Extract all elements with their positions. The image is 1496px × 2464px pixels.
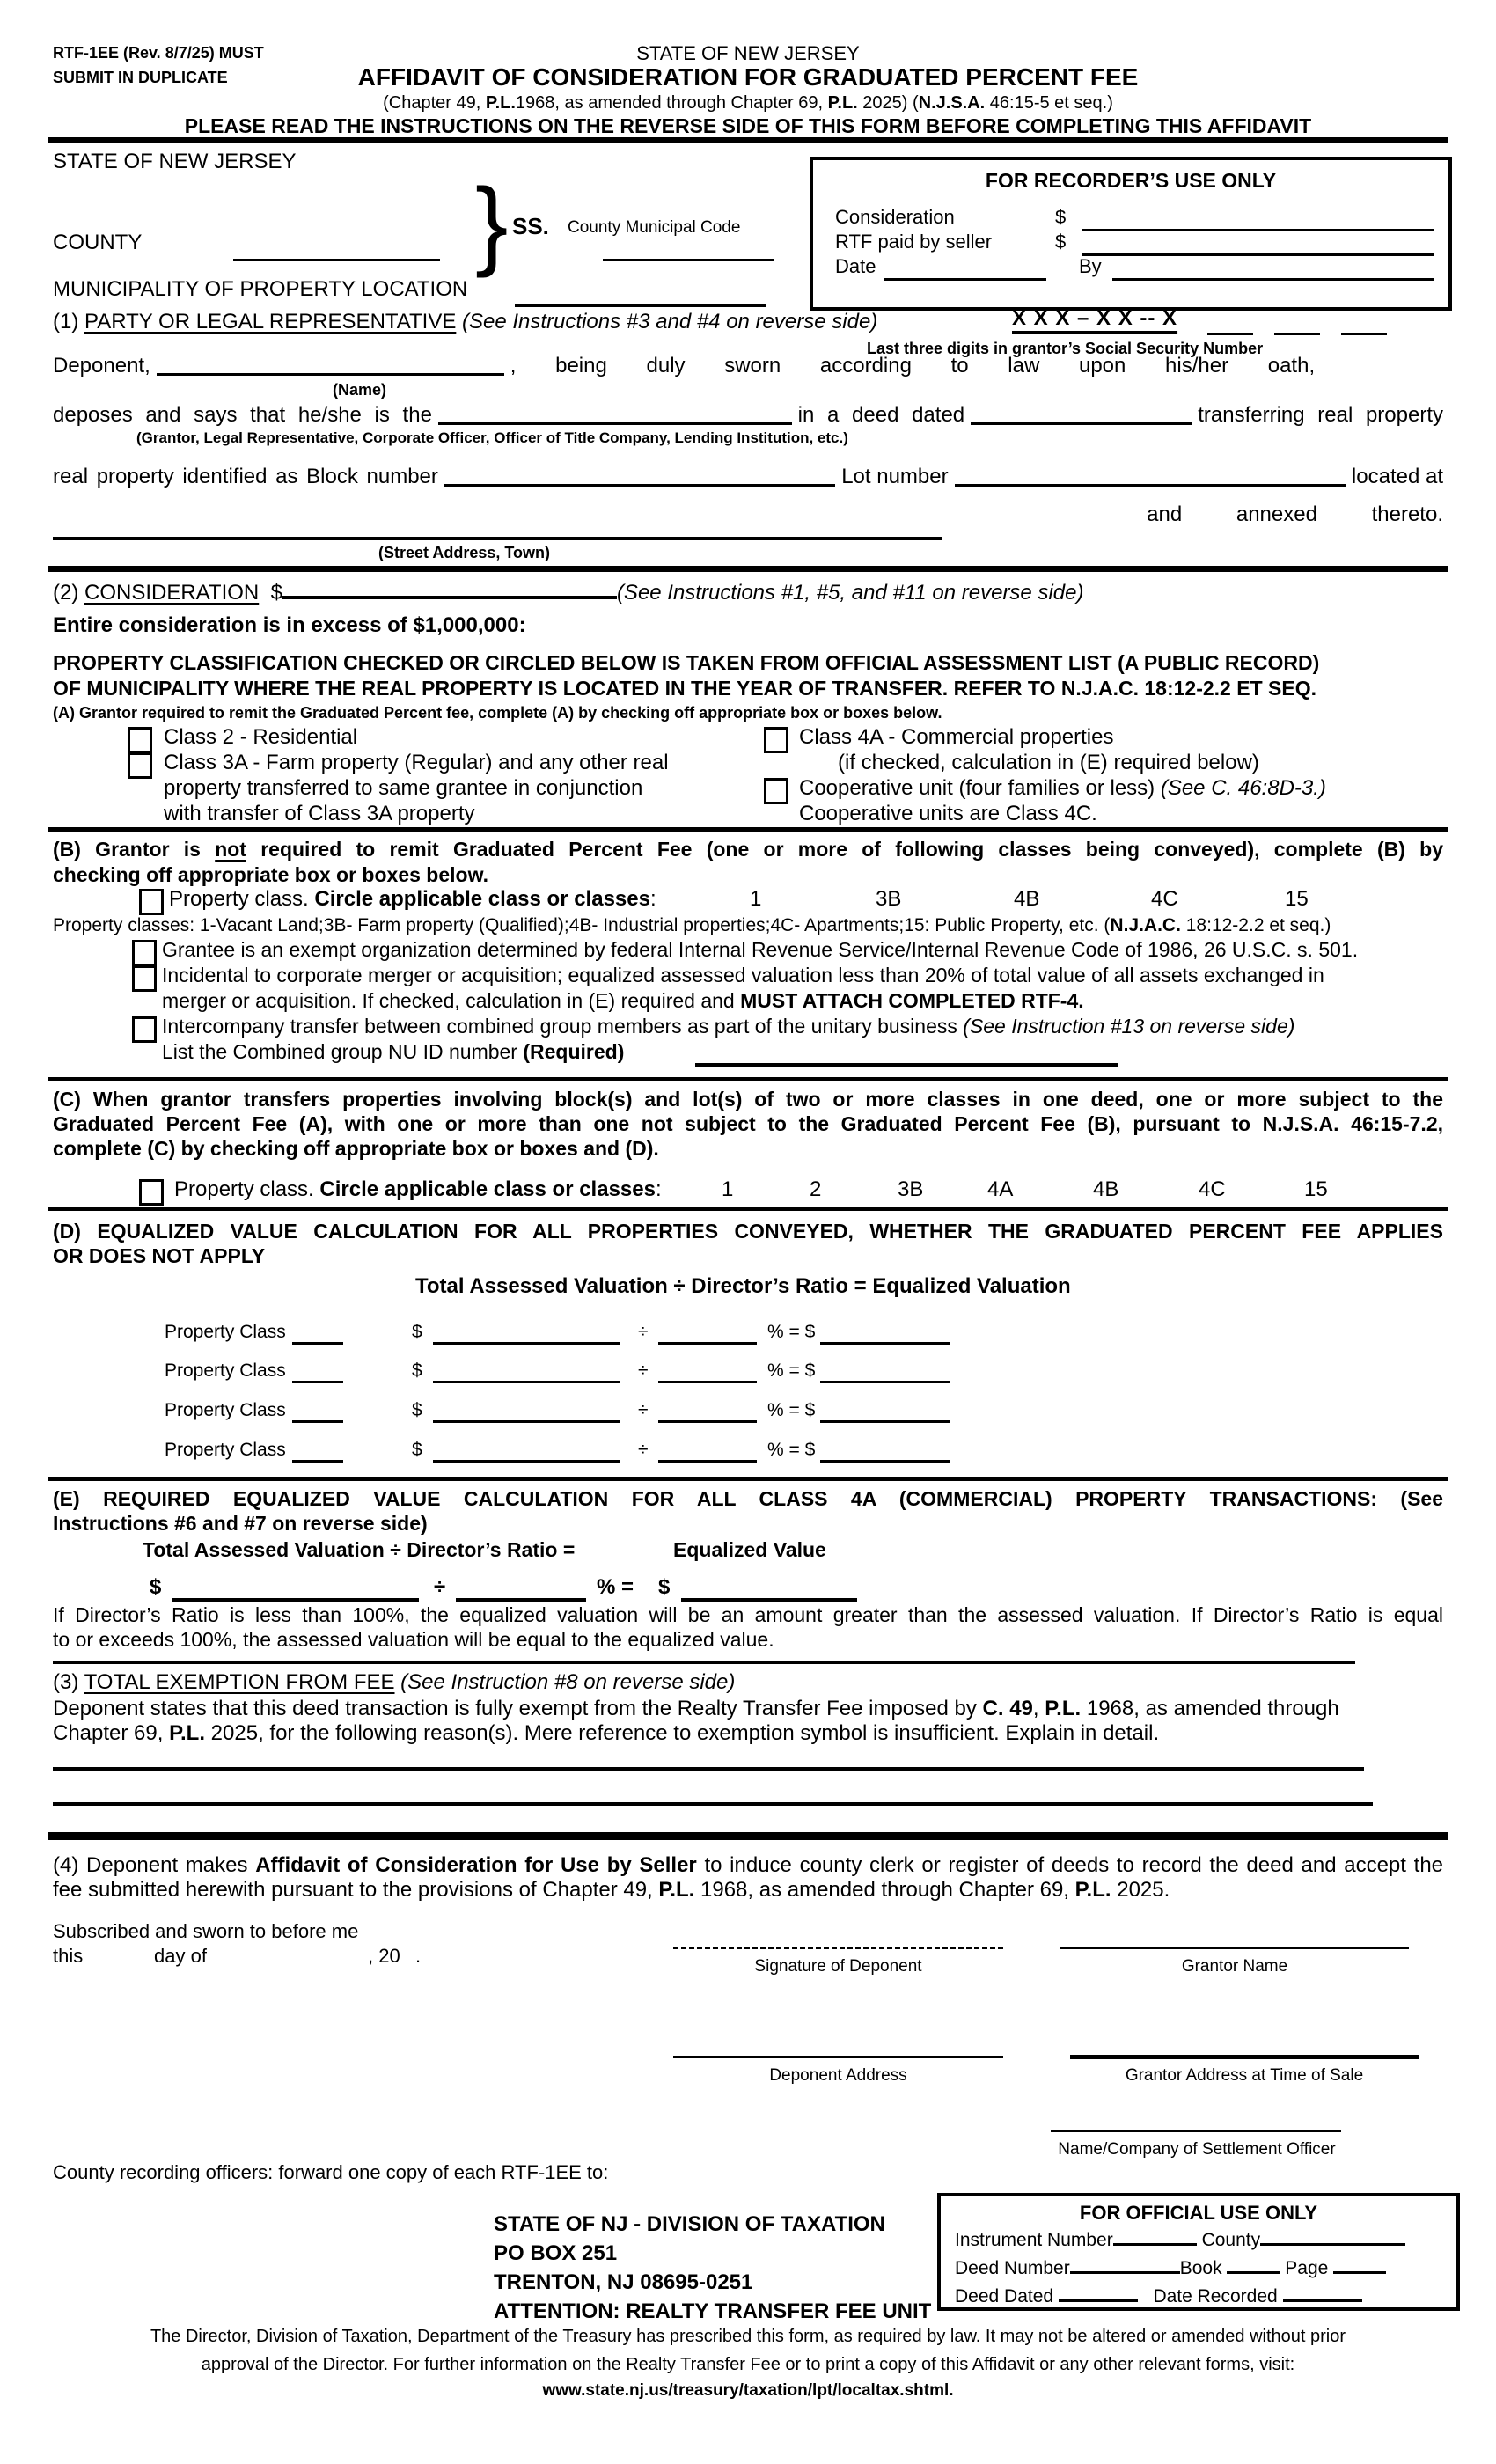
field-e-ratio[interactable] (456, 1598, 586, 1602)
field-d4-ratio[interactable] (658, 1460, 757, 1463)
recorder-dollar-1: $ (1055, 206, 1067, 228)
official-box-title: FOR OFFICIAL USE ONLY (1079, 2202, 1318, 2224)
b-item-merger-2 (162, 989, 1084, 1013)
e-note-line1: If Director’s Ratio is less than 100%, the equalized valuation will be an amount greater than the assessed valuation. If Director’s Ratio is equal (53, 1603, 1443, 1626)
s3-pl-1: P.L. (1045, 1697, 1082, 1720)
s3-text-4: Chapter 69, (53, 1721, 170, 1745)
field-exemption-reason-1[interactable] (53, 1767, 1364, 1771)
section3-note: (See Instruction #8 on reverse side) (394, 1670, 736, 1694)
field-d1-assessed[interactable] (433, 1342, 620, 1345)
d-row-dollar: $ (412, 1322, 422, 1342)
field-deponent-name[interactable] (157, 373, 504, 376)
d-row-label: Property Class (165, 1360, 286, 1381)
section1-title: PARTY OR LEGAL REPRESENTATIVE (84, 310, 457, 334)
b-note-njac: N.J.A.C. (1110, 915, 1181, 935)
class-4a-label: Class 4A - Commercial properties (799, 725, 1114, 749)
county-label: COUNTY (53, 231, 143, 254)
recorder-rtf-label: RTF paid by seller (835, 231, 993, 253)
field-ssn-digit-2[interactable] (1274, 333, 1320, 335)
checkbox-class-4a[interactable] (764, 727, 788, 753)
c-class-option-3b[interactable]: 3B (898, 1177, 924, 1201)
form-subtitle (0, 93, 1496, 114)
e-divide: ÷ (434, 1575, 446, 1599)
d-row-pct: % = $ (767, 1360, 816, 1381)
d-row-1 (0, 1322, 1496, 1348)
block-number-text: real property identified as Block number (53, 465, 438, 488)
field-recorder-rtf[interactable] (1082, 253, 1434, 256)
s3-text-2: , (1032, 1697, 1045, 1720)
date-recorded-label: Date Recorded (1153, 2286, 1278, 2306)
section-e-line1: (E) REQUIRED EQUALIZED VALUE CALCULATION FOR ALL CLASS 4A (COMMERCIAL) PROPERTY TRANSACTIONS: (See (53, 1487, 1443, 1510)
field-d1-class[interactable] (292, 1342, 343, 1345)
d-row-3 (0, 1400, 1496, 1426)
section-d-rule (48, 1477, 1448, 1481)
s3-pl-2: P.L. (169, 1721, 206, 1745)
s3-c49: C. 49 (982, 1697, 1033, 1720)
taxation-url: www.state.nj.us/treasury/taxation/lpt/localtax.shtml. (542, 2381, 954, 2400)
class-4a-note: (if checked, calculation in (E) required below) (838, 751, 1259, 774)
section1-heading (53, 310, 877, 334)
field-d3-class[interactable] (292, 1420, 343, 1423)
b-merger-must-attach: MUST ATTACH COMPLETED RTF-4 (740, 989, 1079, 1012)
form-code: RTF-1EE (Rev. 8/7/25) MUST (53, 44, 264, 62)
checkbox-intercompany[interactable] (132, 1016, 157, 1043)
section-a-caption: (A) Grantor required to remit the Graduated Percent fee, complete (A) by checking off appropriate box or boxes below. (53, 704, 942, 722)
taxation-address-2: PO BOX 251 (494, 2241, 618, 2265)
section4-line2 (53, 1878, 1170, 1903)
field-block-number[interactable] (444, 484, 835, 487)
subscribed-text: Subscribed and sworn to before me (53, 1920, 359, 1942)
official-row-1 (955, 2230, 1405, 2251)
section1-note: (See Instructions #3 and #4 on reverse side) (456, 310, 878, 334)
c-pc-text: Property class. (174, 1177, 320, 1201)
section-e-rule (53, 1661, 1355, 1664)
legal-line-2: approval of the Director. For further information on the Realty Transfer Fee or to print a copy of this Affidavit or any other relevant forms, visit: (201, 2355, 1295, 2374)
field-e-assessed[interactable] (172, 1598, 419, 1602)
c-property-class-label (174, 1177, 662, 1202)
field-grantor-address[interactable] (1070, 2055, 1419, 2059)
recorder-box-title: FOR RECORDER’S USE ONLY (985, 169, 1277, 192)
field-lot-number[interactable] (955, 484, 1346, 487)
field-d1-ratio[interactable] (658, 1342, 757, 1345)
b-merger-period: . (1078, 989, 1084, 1012)
d-row-4 (0, 1440, 1496, 1466)
section2-note: (See Instructions #1, #5, and #11 on reverse side) (616, 581, 1084, 605)
s3-text-3: 1968, as amended through (1081, 1697, 1339, 1720)
field-deed-dated[interactable] (1059, 2298, 1138, 2302)
s4-text-4: 1968, as amended through Chapter 69, (694, 1878, 1075, 1902)
c-pc-bold: Circle applicable class or classes (319, 1177, 656, 1201)
field-consideration-amount[interactable] (282, 594, 617, 599)
header-rule (48, 137, 1448, 143)
name-caption: (Name) (333, 381, 387, 399)
field-d3-ratio[interactable] (658, 1420, 757, 1423)
b-class-option-1[interactable]: 1 (750, 887, 762, 911)
section-d-line1: (D) EQUALIZED VALUE CALCULATION FOR ALL PROPERTIES CONVEYED, WHETHER THE GRADUATED PERCENT FEE APPLIES (53, 1220, 1443, 1243)
d-row-label: Property Class (165, 1440, 286, 1460)
field-deponent-address[interactable] (673, 2056, 1003, 2058)
section-a-rule (48, 827, 1448, 832)
subtitle-pl1: P.L. (485, 93, 516, 113)
b-class-option-4c[interactable]: 4C (1151, 887, 1178, 911)
b-nuid-required: (Required) (523, 1040, 625, 1063)
field-d1-equalized[interactable] (820, 1342, 950, 1345)
field-d4-assessed[interactable] (433, 1460, 620, 1463)
grantor-caption: (Grantor, Legal Representative, Corporate Officer, Officer of Title Company, Lending Institution, etc.) (136, 429, 848, 446)
field-d2-ratio[interactable] (658, 1381, 757, 1383)
classification-line1: PROPERTY CLASSIFICATION CHECKED OR CIRCLED BELOW IS TAKEN FROM OFFICIAL ASSESSMENT LIST (A PUBLIC RECORD) (53, 651, 1320, 674)
d-row-pct: % = $ (767, 1400, 816, 1420)
b-class-option-4b[interactable]: 4B (1014, 887, 1040, 911)
recorder-date-label: Date (835, 255, 876, 277)
e-dollar-1: $ (150, 1575, 162, 1599)
c-property-class-row (0, 1177, 1496, 1207)
d-row-2 (0, 1360, 1496, 1387)
official-county-label: County (1201, 2230, 1261, 2250)
checkbox-grantee-exempt[interactable] (132, 940, 157, 966)
d-formula: Total Assessed Valuation ÷ Director’s Ratio = Equalized Valuation (415, 1274, 1071, 1298)
s4-text-5: 2025. (1111, 1878, 1170, 1902)
recorder-use-box (810, 157, 1452, 311)
classification-line2: OF MUNICIPALITY WHERE THE REAL PROPERTY IS LOCATED IN THE YEAR OF TRANSFER. REFER TO N.J.A.C. 18:12-2.2 ET SEQ. (53, 677, 1316, 700)
d-row-dollar: $ (412, 1440, 422, 1460)
b-nuid-line (162, 1040, 624, 1064)
b-pc-colon: : (649, 887, 656, 911)
subtitle-text: (Chapter 49, (383, 93, 486, 113)
b-property-class-row (0, 887, 1496, 917)
jurat-brace: } (475, 168, 509, 278)
deponent-address-label: Deponent Address (769, 2066, 907, 2085)
b-note-text2: 18:12-2.2 et seq.) (1180, 915, 1331, 935)
field-signature-deponent[interactable] (673, 1947, 1003, 1949)
checkbox-b-property-class[interactable] (139, 889, 164, 915)
class-3a-label-3: with transfer of Class 3A property (164, 802, 475, 825)
deponent-oath-text: , being duly sworn according to law upon his/her oath, (510, 354, 1316, 378)
field-settlement-officer[interactable] (1051, 2130, 1341, 2132)
e-formula-left: Total Assessed Valuation ÷ Director’s Ratio = (143, 1538, 576, 1561)
b-note-text1: Property classes: 1-Vacant Land;3B- Farm property (Qualified);4B- Industrial properties;4C- Apartments;15: Public Property, etc. ( (53, 915, 1111, 935)
signature-deponent-label: Signature of Deponent (754, 1957, 922, 1976)
d-row-divide: ÷ (638, 1360, 649, 1381)
section2-number: (2) (53, 581, 84, 605)
jurat-ss: SS. (512, 213, 549, 239)
field-d2-class[interactable] (292, 1381, 343, 1383)
c-class-option-4b[interactable]: 4B (1093, 1177, 1119, 1201)
section2-title: CONSIDERATION (84, 581, 260, 605)
b-class-option-3b[interactable]: 3B (876, 887, 902, 911)
section-d-line2: OR DOES NOT APPLY (53, 1244, 266, 1267)
d-row-dollar: $ (412, 1360, 422, 1381)
d-row-label: Property Class (165, 1400, 286, 1420)
instructions-banner: PLEASE READ THE INSTRUCTIONS ON THE REVERSE SIDE OF THIS FORM BEFORE COMPLETING THIS AFFIDAVIT (184, 114, 1312, 137)
subtitle-text2: 1968, as amended through Chapter 69, (515, 93, 828, 113)
section3-rule (48, 1832, 1448, 1840)
field-recorder-consideration[interactable] (1082, 229, 1434, 231)
e-dollar-2: $ (658, 1575, 671, 1599)
d-row-pct: % = $ (767, 1440, 816, 1460)
field-instrument-number[interactable] (1113, 2241, 1197, 2246)
jurat-state: STATE OF NEW JERSEY (53, 150, 297, 173)
s3-text-1: Deponent states that this deed transaction is fully exempt from the Realty Transfer Fee imposed by (53, 1697, 983, 1720)
b-nuid-text: List the Combined group NU ID number (162, 1040, 524, 1063)
b-item-intercompany (162, 1015, 1294, 1038)
taxation-address-3: TRENTON, NJ 08695-0251 (494, 2270, 753, 2294)
subtitle-pl2: P.L. (827, 93, 858, 113)
official-row-3 (955, 2286, 1362, 2307)
b-not-underlined: not (215, 838, 246, 861)
c-class-option-15[interactable]: 15 (1304, 1177, 1328, 1201)
forward-instruction: County recording officers: forward one copy of each RTF-1EE to: (53, 2161, 609, 2183)
deponent-label: Deponent, (53, 354, 150, 378)
section1-rule (48, 566, 1448, 572)
s4-affidavit-bold: Affidavit of Consideration for Use by Seller (255, 1853, 697, 1877)
section-b-rule (48, 1077, 1448, 1081)
field-recorder-by[interactable] (1112, 278, 1434, 281)
class-3a-label-1: Class 3A - Farm property (Regular) and any other real (164, 751, 669, 774)
field-ssn-digit-1[interactable] (1207, 333, 1253, 335)
grantor-address-label: Grantor Address at Time of Sale (1125, 2066, 1364, 2085)
deed-dated-label: Deed Dated (955, 2286, 1054, 2306)
field-official-county[interactable] (1260, 2241, 1405, 2246)
field-nuid[interactable] (695, 1063, 1118, 1067)
section3-title: TOTAL EXEMPTION FROM FEE (84, 1670, 395, 1694)
section-e-line2: Instructions #6 and #7 on reverse side) (53, 1512, 428, 1535)
d-row-label: Property Class (165, 1322, 286, 1342)
checkbox-c-property-class[interactable] (139, 1179, 164, 1206)
municipality-label: MUNICIPALITY OF PROPERTY LOCATION (53, 277, 468, 301)
c-class-option-4c[interactable]: 4C (1199, 1177, 1226, 1201)
checkbox-class-3a[interactable] (128, 752, 152, 779)
e-formula-right: Equalized Value (673, 1538, 826, 1561)
b-pc-bold: Circle applicable class or classes (314, 887, 650, 911)
section3-number: (3) (53, 1670, 84, 1694)
recorder-by-label: By (1079, 255, 1102, 277)
ssn-mask: X X X – X X -- X (1012, 306, 1178, 330)
grantor-name-label: Grantor Name (1181, 1957, 1288, 1976)
deed-dated-text: in a deed dated (797, 403, 965, 427)
section-c-line2: Graduated Percent Fee (A), with one or more than one not subject to the Graduated Percent Fee (B), pursuant to N.J.S.A. 46:15-7.2, (53, 1112, 1443, 1135)
field-d3-assessed[interactable] (433, 1420, 620, 1423)
legal-line-1: The Director, Division of Taxation, Department of the Treasury has prescribed this form, as required by law. It may not be altered or amended without prior (150, 2327, 1346, 2346)
c-class-option-2[interactable]: 2 (810, 1177, 822, 1201)
d-row-dollar: $ (412, 1400, 422, 1420)
d-row-divide: ÷ (638, 1440, 649, 1460)
section3-heading (53, 1670, 735, 1695)
recorder-dollar-2: $ (1055, 231, 1067, 253)
b-item-grantee: Grantee is an exempt organization determined by federal Internal Revenue Service/Internal Revenue Code of 1986, 26 U.S.C. s. 501. (162, 938, 1359, 961)
section4-line1 (53, 1853, 1443, 1878)
field-county[interactable] (233, 259, 440, 261)
e-pct: % = (597, 1575, 634, 1599)
subtitle-text3: 2025) ( (857, 93, 919, 113)
field-recorder-date[interactable] (884, 278, 1046, 281)
checkbox-merger[interactable] (132, 965, 157, 992)
s4-text-2: to induce county clerk or register of deeds to record the deed and accept the (696, 1853, 1444, 1877)
coop-class-4c-label: Cooperative units are Class 4C. (799, 802, 1097, 825)
jurat-year-20: , 20 (368, 1945, 400, 1967)
coop-unit-text: Cooperative unit (four families or less) (799, 776, 1161, 800)
settlement-officer-label: Name/Company of Settlement Officer (1058, 2140, 1336, 2159)
recorder-consideration-label: Consideration (835, 206, 955, 228)
street-caption: (Street Address, Town) (378, 544, 551, 561)
located-at-text: located at (1351, 465, 1443, 488)
form-submit-note: SUBMIT IN DUPLICATE (53, 69, 228, 86)
coop-unit-label (799, 776, 1326, 801)
b-class-option-15[interactable]: 15 (1285, 887, 1309, 911)
jurat-day-of: day of (154, 1945, 207, 1967)
b-intercompany-text: Intercompany transfer between combined group members as part of the unitary business (162, 1015, 964, 1038)
d-row-pct: % = $ (767, 1322, 816, 1342)
block-lot-line (53, 465, 1443, 491)
section3-body-1 (53, 1697, 1339, 1721)
c-class-option-4a[interactable]: 4A (987, 1177, 1014, 1201)
section-b-line1 (53, 838, 1443, 862)
field-d4-equalized[interactable] (820, 1460, 950, 1463)
d-row-divide: ÷ (638, 1322, 649, 1342)
field-deed-date[interactable] (971, 422, 1192, 425)
section-c-line3: complete (C) by checking off appropriate box or boxes and (D). (53, 1137, 659, 1160)
d-row-divide: ÷ (638, 1400, 649, 1420)
deed-number-label: Deed Number (955, 2258, 1070, 2278)
b-merger-text: merger or acquisition. If checked, calculation in (E) required and (162, 989, 741, 1012)
section-c-line1: (C) When grantor transfers properties involving block(s) and lot(s) of two or more classes in one deed, one or more subject to the (53, 1088, 1443, 1111)
field-municipal-code[interactable] (603, 259, 774, 261)
field-grantor-name[interactable] (1060, 1947, 1409, 1949)
s4-pl-1: P.L. (658, 1878, 695, 1902)
b-property-class-label (169, 887, 656, 912)
consideration-dollar: $ (270, 581, 282, 605)
field-d2-assessed[interactable] (433, 1381, 620, 1383)
official-use-box (937, 2193, 1460, 2311)
deponent-line (53, 354, 1443, 380)
book-label: Book (1179, 2258, 1222, 2278)
c-pc-colon: : (655, 1177, 662, 1201)
s3-text-5: 2025, for the following reason(s). Mere reference to exemption symbol is insufficient. Explain in detail. (205, 1721, 1160, 1745)
field-date-recorded[interactable] (1283, 2298, 1362, 2302)
form-title: AFFIDAVIT OF CONSIDERATION FOR GRADUATED PERCENT FEE (357, 63, 1139, 91)
section-c-rule (48, 1207, 1448, 1211)
section2-heading (53, 581, 1083, 605)
e-calculation-row (0, 1575, 1496, 1605)
taxation-address-1: STATE OF NJ - DIVISION OF TAXATION (494, 2212, 885, 2236)
section3-body-2 (53, 1721, 1159, 1746)
b-classes-note (53, 915, 1331, 936)
lot-number-text: Lot number (841, 465, 949, 488)
coop-unit-see-note: (See C. 46:8D-3.) (1160, 776, 1326, 800)
field-ssn-digit-3[interactable] (1341, 333, 1387, 335)
field-page[interactable] (1333, 2270, 1386, 2274)
field-capacity[interactable] (438, 422, 792, 425)
transferring-text: transferring real property (1198, 403, 1443, 427)
state-header: STATE OF NEW JERSEY (636, 42, 860, 64)
excess-statement: Entire consideration is in excess of $1,000,000: (53, 613, 526, 637)
deposes-text: deposes and says that he/she is the (53, 403, 432, 427)
s4-pl-2: P.L. (1074, 1878, 1111, 1902)
ssn-caption: Last three digits in grantor’s Social Security Number (867, 340, 1264, 357)
section-b-line2: checking off appropriate box or boxes below. (53, 863, 489, 886)
b-pc-text: Property class. (169, 887, 315, 911)
subtitle-text4: 46:15-5 et seq.) (985, 93, 1113, 113)
class-2-label: Class 2 - Residential (164, 725, 358, 749)
field-exemption-reason-2[interactable] (53, 1802, 1373, 1806)
jurat-this: this (53, 1945, 84, 1967)
checkbox-class-2[interactable] (128, 727, 152, 753)
field-municipality[interactable] (515, 304, 766, 307)
field-d2-equalized[interactable] (820, 1381, 950, 1383)
b-text-2: required to remit Graduated Percent Fee (one or more of following classes being conveyed), complete (B) by (246, 838, 1443, 861)
field-d3-equalized[interactable] (820, 1420, 950, 1423)
subtitle-njsa: N.J.S.A. (918, 93, 986, 113)
s4-text-3: fee submitted herewith pursuant to the provisions of Chapter 49, (53, 1878, 659, 1902)
e-note-line2: to or exceeds 100%, the assessed valuation will be equal to the equalized value. (53, 1628, 774, 1651)
field-street-address[interactable] (53, 537, 942, 540)
field-d4-class[interactable] (292, 1460, 343, 1463)
official-row-2 (955, 2258, 1386, 2279)
field-deed-number[interactable] (1070, 2270, 1180, 2274)
county-municipal-code-label: County Municipal Code (568, 218, 741, 237)
checkbox-coop-unit[interactable] (764, 778, 788, 804)
c-class-option-1[interactable]: 1 (722, 1177, 734, 1201)
deposes-line (53, 403, 1443, 429)
class-3a-label-2: property transferred to same grantee in conjunction (164, 776, 643, 800)
jurat-period: . (415, 1945, 422, 1967)
page-label: Page (1285, 2258, 1329, 2278)
taxation-address-4: ATTENTION: REALTY TRANSFER FEE UNIT (494, 2299, 932, 2323)
field-e-equalized[interactable] (681, 1598, 857, 1602)
s4-text-1: (4) Deponent makes (53, 1853, 256, 1877)
annexed-text: and annexed thereto. (1147, 502, 1443, 526)
b-text-1: (B) Grantor is (53, 838, 216, 861)
instrument-number-label: Instrument Number (955, 2230, 1113, 2250)
section1-number: (1) (53, 310, 84, 334)
b-item-merger-1: Incidental to corporate merger or acquisition; equalized assessed valuation less than 20% of total value of all assets exchanged in (162, 964, 1324, 986)
field-book[interactable] (1227, 2270, 1280, 2274)
b-intercompany-note: (See Instruction #13 on reverse side) (963, 1015, 1295, 1038)
